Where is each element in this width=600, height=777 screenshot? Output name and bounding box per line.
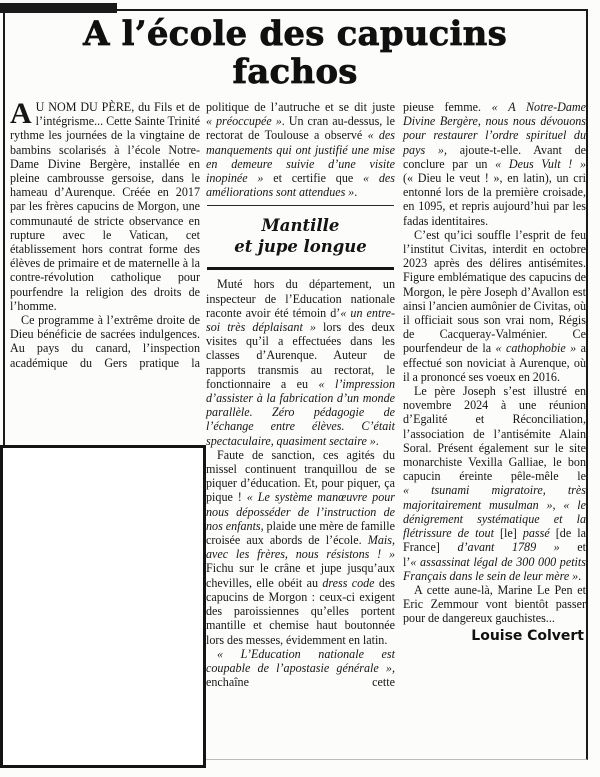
text-run: [le]	[499, 526, 517, 541]
text-run: A cette aune-là, Marine Le Pen et Eric Zemmour vont bientôt passer pour de dangereux gauchistes...	[403, 582, 586, 626]
text-run: plaide une mère de famille croisée aux abords de l’école.	[206, 518, 395, 548]
text-run: enchaîne cette	[206, 675, 395, 690]
text-run: « L’Education nationale est coupable de l’apostasie générale »,	[206, 646, 395, 675]
text-run: « Le système manœuvre pour nous déposséder de l’instruction de nos enfants,	[206, 490, 396, 533]
subhead-line-2: et jupe longue	[234, 237, 367, 257]
text-run: « un entre-soi très déplaisant »	[206, 305, 395, 335]
text-run: « préoccupée »	[206, 114, 282, 129]
paragraph	[403, 384, 586, 583]
text-run: Le père Joseph s’est illustré en novembre 2024 à une réunion d’Egalité et Réconciliation, l’association de l’antisémite Alain Soral. Présent également sur le site monarchiste Vexilla Galliae, le bon capucin éreinte pêle-mêle le	[403, 384, 586, 484]
column-3	[403, 100, 586, 762]
subhead-title	[207, 206, 394, 267]
paragraph	[206, 448, 395, 647]
text-run: « A Notre-Dame Divine Bergère, nous nous dévouons pour restaurer l’ordre spirituel du pays »,	[403, 100, 586, 157]
text-run: pieuse femme.	[403, 100, 492, 114]
text-run: .	[578, 568, 582, 583]
text-run: dress code	[322, 575, 375, 590]
text-run: Fichu sur le crâne et jupe jusqu’aux chevilles, elle obéit au	[206, 561, 395, 590]
text-run: « le dénigrement systématique et la flétrissure de tout	[403, 497, 586, 541]
text-run: (« Dieu le veut ! », en latin), un cri entonné lors de la première croisade, en 1095, et repris aujourd’hui par les fadas identitaires.	[403, 171, 586, 228]
text-run: politique de l’autruche et se dit juste	[206, 100, 395, 114]
text-run: .	[375, 433, 379, 448]
paragraph	[403, 100, 586, 228]
illustration-placeholder	[0, 445, 206, 768]
text-run: « des améliorations sont attendues »	[206, 171, 395, 200]
column-3-body	[403, 100, 586, 626]
text-run: lors des deux visites qu’il a effectuées dans les classes d’Aurenque. Auteur de rapports transmis au rectorat, le fonctionnaire a eu	[206, 320, 395, 391]
text-run: « l’impression d’assister à la fabrication d’un monde parallèle. Zéro pédagogie de l’échange entre élèves. C’était spectaculaire, quasiment sectaire »	[206, 376, 395, 448]
title-line-2: fachos	[232, 52, 358, 92]
text-run: Muté hors du département, un inspecteur de l’Education nationale raconte avoir été témoin d’	[206, 277, 395, 320]
text-run: [de la France]	[403, 526, 586, 555]
subhead-line-1: Mantille	[261, 216, 340, 236]
paragraph	[403, 228, 586, 384]
text-run: U NOM DU PÈRE, du Fils et de l’intégrisme... Cette Sainte Trinité rythme les journées de la vingtaine de bambins scolarisés à l’école Notre-Dame Divine Bergère, installée en pleine cambrousse gersoise, dans le hameau d’Aurenque. Créée en 2017 par les frères capucins de Morgon, une communauté de stricte observance en rupture avec le Vatican, cet établissement hors contrat forme des élèves de primaire et de maternelle à la contre-révolution catholique pour pourfendre la religion des droits de l’homme.	[10, 100, 200, 313]
text-run: « assassinat légal de 300 000 petits Français dans le sein de leur mère »	[403, 554, 586, 583]
column-1	[10, 100, 200, 444]
text-run: ajoute-t-elle. Avant de conclure par un	[403, 142, 586, 171]
column-2	[206, 100, 395, 762]
paragraph	[10, 313, 200, 370]
title-line-1: A l’école des capucins	[83, 14, 507, 54]
text-run: Mais, avec les frères, nous résistons ! »	[206, 533, 395, 562]
text-run: Faute de sanction, ces agités du missel continuent tranquillou de se piquer d’éducation. Et, pour piquer, ça pique !	[206, 447, 395, 505]
text-run: . Un cran au-dessus, le rectorat de Toulouse a observé	[206, 114, 395, 143]
text-run: et l’	[403, 540, 586, 569]
section-subhead	[207, 205, 394, 270]
paragraph	[206, 100, 395, 199]
paragraph	[403, 583, 586, 626]
article-title	[12, 15, 578, 91]
text-run: d’avant 1789 »	[439, 540, 560, 555]
text-run: ,	[552, 497, 564, 512]
text-run: passé	[516, 526, 556, 541]
paragraph	[206, 647, 395, 690]
text-run: .	[354, 185, 358, 200]
text-run: « tsunami migratoire, très majoritairement musulman »	[403, 483, 586, 512]
author-byline: Louise Colvert	[471, 627, 584, 644]
text-run: C’est qu’ici souffle l’esprit de feu l’institut Civitas, interdit en octobre 2023 après des délires antisémites. Figure emblématique des capucins de Morgon, le père Joseph d’Avallon est ainsi l’ancien aumônier de Civitas, où il officiait sous son vrai nom, Régis de Cacqueray-Valménier. Ce pourfendeur de la	[403, 227, 586, 356]
text-run: « des manquements qui ont justifié une mise en demeure suivie d’une visite inopinée »	[206, 128, 395, 186]
paragraph	[10, 100, 200, 313]
text-run: « Deus Vult ! »	[495, 156, 586, 171]
text-run: « cathophobie »	[495, 341, 577, 356]
text-run: a effectué son noviciat à Aurenque, où il a prononcé ses voeux en 2016.	[403, 341, 587, 384]
dropcap: A	[10, 100, 32, 130]
paragraph	[206, 277, 395, 447]
column-2-body	[206, 277, 395, 689]
subhead-rule-bottom	[207, 267, 394, 270]
text-run: Ce programme à l’extrême droite de Dieu bénéficie de sacrées indulgences. Au pays du canard, l’inspection académique du Gers pratique la	[10, 313, 200, 370]
text-run: et certifie que	[263, 171, 364, 186]
text-run: des capucins de Morgon : ceux-ci exigent des paroissiennes qu’elles portent mantille et chemise haut boutonnée lors des messes, évidemment en latin.	[206, 575, 395, 647]
column-2-intro	[206, 100, 395, 199]
